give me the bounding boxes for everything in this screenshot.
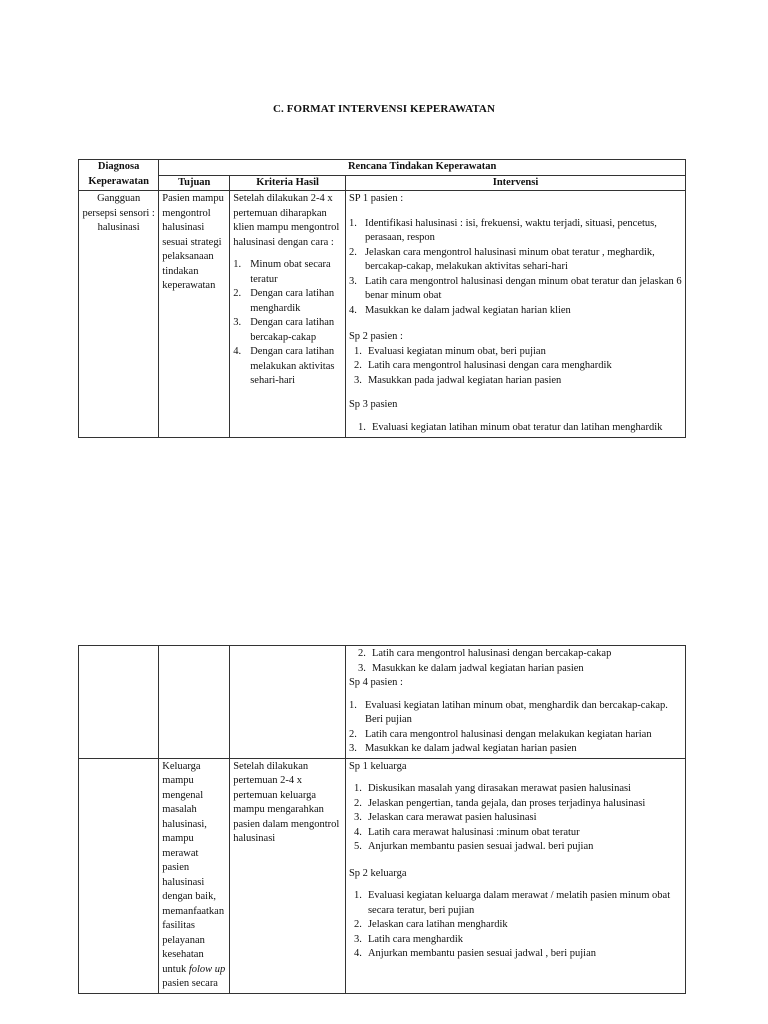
list-item: 3. Masukkan pada jadwal kegiatan harian pasien [353,374,562,386]
page-title: C. FORMAT INTERVENSI KEPERAWATAN [272,103,496,115]
cell-intervensi [345,191,685,438]
list-item: 3. Latih cara menghardik [353,933,464,945]
cell-empty [230,646,346,759]
sp1-title: SP 1 pasien : [348,193,404,204]
list-item: 4. Dengan cara latihan melakukan aktivitas sehari-hari [233,346,335,386]
table-row [79,646,686,759]
list-item: 1. Evaluasi kegiatan latihan minum obat teratur dan latihan menghardik [357,421,663,433]
list-item: 3. Masukkan ke dalam jadwal kegiatan harian pasien [348,743,577,754]
cell-empty [79,758,159,993]
sp4-title: Sp 4 pasien : [348,677,403,688]
cell-intervensi-keluarga [345,758,685,993]
kriteria-intro: Setelah dilakukan 2-4 x pertemuan diharapkan klien mampu mengontrol halusinasi dengan cara : [233,193,340,248]
list-item: 2. Jelaskan pengertian, tanda gejala, dan proses terjadinya halusinasi [353,797,646,809]
list-item: 1. Minum obat secara teratur [233,259,331,285]
list-item: 1. Evaluasi kegiatan keluarga dalam merawat / melatih pasien minum obat secara teratur, beri pujian [353,890,671,916]
table-row [79,191,686,438]
table-row [79,758,686,993]
cell-kriteria [230,191,346,438]
list-item: 3. Jelaskan cara merawat pasien halusinasi [353,812,537,823]
list-item: 2. Dengan cara latihan menghardik [233,288,335,314]
kriteria-list [233,258,342,389]
sp3-list [349,421,682,436]
header-row-2 [79,175,686,191]
sp2-keluarga-title: Sp 2 keluarga [348,867,407,879]
intervention-table-2 [78,645,686,994]
list-item: 2. Jelaskan cara mengontrol halusinasi minum obat teratur , meghardik, bercakap-cakap, melakukan aktivitas sehari-hari [348,246,655,272]
list-item: 1. Identifikasi halusinasi : isi, frekuensi, waktu terjadi, situasi, pencetus, perasaan, respon [348,217,657,243]
list-item: 4. Latih cara merawat halusinasi :minum obat teratur [353,826,580,838]
cell-kriteria-keluarga: Setelah dilakukan pertemuan 2-4 x pertemuan keluarga mampu mengarahkan pasien dalam mengontrol halusinasi [230,758,346,993]
header-intervensi: Intervensi [345,175,685,191]
cell-empty [159,646,230,759]
cell-empty [79,646,159,759]
header-tujuan: Tujuan [159,175,230,191]
list-item: 2. Latih cara mengontrol halusinasi dengan cara menghardik [353,360,612,371]
list-item: 4. Anjurkan membantu pasien sesuai jadwal , beri pujian [353,948,596,959]
list-item: 4. Masukkan ke dalam jadwal kegiatan harian klien [348,304,571,316]
cell-tujuan-keluarga: Keluarga mampu mengenal masalah halusinasi, mampu merawat pasien halusinasi dengan baik, memanfaatkan fasilitas pelayanan kesehatan untuk folow up pasien secara [159,758,230,993]
sp3-continued-list [349,647,682,676]
list-item: 2. Latih cara mengontrol halusinasi dengan melakukan kegiatan harian [348,728,652,740]
list-item: 1. Evaluasi kegiatan minum obat, beri pujian [353,345,546,357]
list-item: 3. Dengan cara latihan bercakap-cakap [233,317,335,343]
header-diagnosa: Diagnosa Keperawatan [79,160,159,191]
list-item: 1. Diskusikan masalah yang dirasakan merawat pasien halusinasi [353,783,631,794]
header-row-1 [79,160,686,176]
sp2-title: Sp 2 pasien : [348,331,403,342]
cell-intervensi-cont [345,646,685,759]
list-item: 2. Jelaskan cara latihan menghardik [353,919,508,930]
sp1-keluarga-title: Sp 1 keluarga [348,760,407,772]
header-kriteria: Kriteria Hasil [230,175,346,191]
sp2-list [349,345,682,389]
cell-tujuan: Pasien mampu mengontrol halusinasi sesuai strategi pelaksanaan tindakan keperawatan [159,191,230,438]
list-item: 5. Anjurkan membantu pasien sesuai jadwal. beri pujian [353,841,594,852]
sp1-keluarga-list [349,782,682,855]
list-item: 3. Masukkan ke dalam jadwal kegiatan harian pasien [357,662,584,674]
header-rencana: Rencana Tindakan Keperawatan [159,160,686,176]
intervention-table-1 [78,159,686,438]
sp4-list [349,699,682,757]
sp1-list [349,217,682,319]
list-item: 2. Latih cara mengontrol halusinasi dengan bercakap-cakap [357,648,612,659]
sp2-keluarga-list [349,889,682,962]
list-item: 1. Evaluasi kegiatan latihan minum obat, menghardik dan bercakap-cakap. Beri pujian [348,699,668,725]
sp3-title: Sp 3 pasien [348,399,398,410]
cell-diagnosa: Gangguan persepsi sensori : halusinasi [79,191,159,438]
list-item: 3. Latih cara mengontrol halusinasi dengan minum obat teratur dan jelaskan 6 benar minum obat [348,275,682,301]
